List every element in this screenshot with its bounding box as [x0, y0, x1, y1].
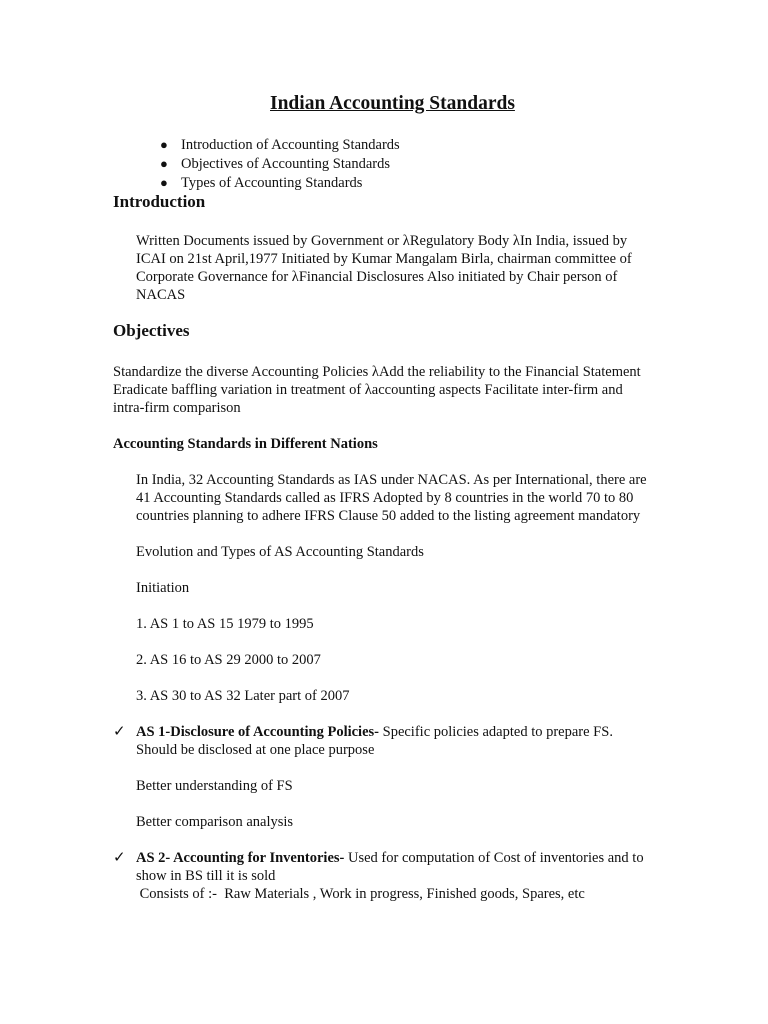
as1-title: AS 1-Disclosure of Accounting Policies- — [136, 724, 379, 740]
as2-line3: Consists of :- Raw Materials , Work in progress, Finished goods, Spares, etc — [136, 886, 585, 902]
bullet-icon: ● — [160, 175, 168, 190]
bullet-icon: ● — [160, 137, 168, 152]
as2-description: Used for computation of Cost of inventories and to — [344, 850, 644, 866]
paragraph-line: countries planning to adhere IFRS Clause 50 added to the listing agreement mandatory — [136, 508, 641, 524]
bullet-icon: ● — [160, 156, 168, 171]
initiation-line: Initiation — [136, 580, 190, 596]
as1-point: Better comparison analysis — [136, 814, 294, 830]
objectives-heading: Objectives — [113, 321, 190, 340]
paragraph-line: ICAI on 21st April,1977 Initiated by Kumar Mangalam Birla, chairman committee of — [136, 251, 632, 267]
as2-line — [136, 849, 644, 868]
checkmark-icon: ✓ — [113, 724, 126, 740]
evolution-line: Evolution and Types of AS Accounting Standards — [136, 544, 424, 560]
toc-item: Types of Accounting Standards — [181, 175, 363, 191]
as2-title: AS 2- Accounting for Inventories- — [136, 850, 345, 866]
as1-line — [136, 723, 613, 742]
as1-point: Better understanding of FS — [136, 778, 293, 794]
paragraph-line: Written Documents issued by Government or λRegulatory Body λIn India, issued by — [136, 233, 628, 249]
paragraph-line: In India, 32 Accounting Standards as IAS under NACAS. As per International, there are — [136, 472, 647, 488]
paragraph-line: Corporate Governance for λFinancial Disclosures Also initiated by Chair person of — [136, 269, 618, 285]
toc-item: Introduction of Accounting Standards — [181, 137, 400, 153]
as2-line2: show in BS till it is sold — [136, 868, 276, 884]
paragraph-line: Standardize the diverse Accounting Policies λAdd the reliability to the Financial Statement — [113, 364, 641, 380]
paragraph-line: Eradicate baffling variation in treatment of λaccounting aspects Facilitate inter-firm and — [113, 382, 623, 398]
phase-item: 1. AS 1 to AS 15 1979 to 1995 — [136, 616, 314, 632]
introduction-heading: Introduction — [113, 192, 206, 211]
paragraph-line: intra-firm comparison — [113, 400, 241, 416]
toc-item: Objectives of Accounting Standards — [181, 156, 390, 172]
as1-description: Specific policies adapted to prepare FS. — [379, 724, 613, 740]
paragraph-line: 41 Accounting Standards called as IFRS Adopted by 8 countries in the world 70 to 80 — [136, 490, 634, 506]
phase-item: 2. AS 16 to AS 29 2000 to 2007 — [136, 652, 321, 668]
paragraph-line: NACAS — [136, 287, 186, 303]
as1-line2: Should be disclosed at one place purpose — [136, 742, 375, 758]
nations-heading: Accounting Standards in Different Nations — [113, 436, 378, 452]
page-title: Indian Accounting Standards — [270, 93, 515, 114]
checkmark-icon: ✓ — [113, 850, 126, 866]
phase-item: 3. AS 30 to AS 32 Later part of 2007 — [136, 688, 350, 704]
